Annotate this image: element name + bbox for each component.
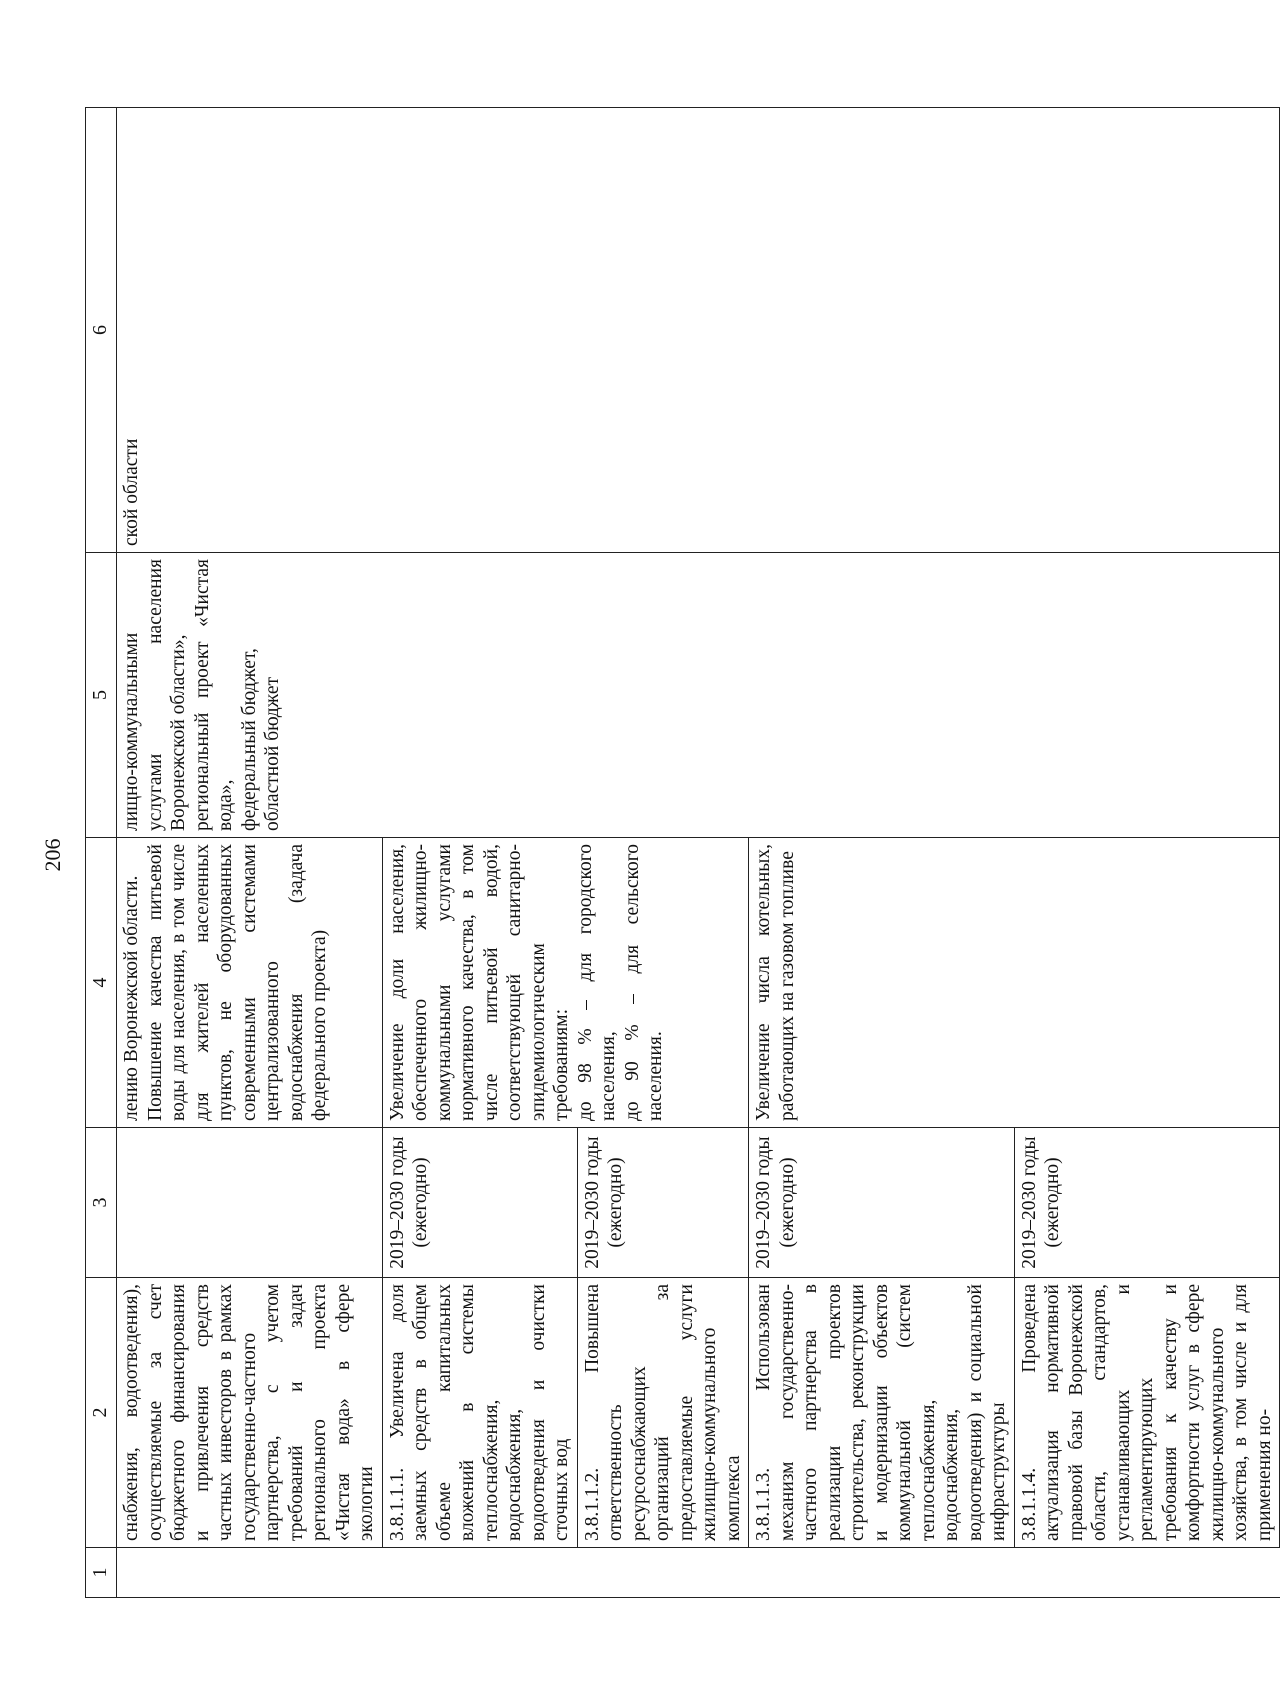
table-cell-col3: 2019–2030 годы (ежегодно) xyxy=(749,1128,1015,1278)
header-col-5: 5 xyxy=(86,553,117,838)
paragraph: Повышение качества питьевой воды для населения, в том числе для жителей населенных пунктов, не оборудованных современными системами централизованного водоснабжения (задача федерального проекта) xyxy=(144,844,330,1121)
paragraph: лищно-коммунальными услугами населения Воронежской области», xyxy=(121,559,189,831)
header-col-4: 4 xyxy=(86,838,117,1128)
table-cell-col4 xyxy=(382,838,749,1128)
table-cell-col3 xyxy=(117,1128,383,1278)
paragraph: областной бюджет xyxy=(262,676,283,831)
table-cell-col2: 3.8.1.1.4. Проведена актуализация нормативной правовой базы Воронежской области, стандартов, устанавливающих и регламентирующих требования к качеству и комфортности услуг в сфере жилищно-коммунального хозяйства, в том числе и для применения но- xyxy=(1014,1278,1280,1548)
paragraph: федеральный бюджет, xyxy=(238,648,260,831)
header-row xyxy=(86,108,117,1598)
header-col-2: 2 xyxy=(86,1278,117,1548)
table-cell-col2: 3.8.1.1.2. Повышена ответственность ресурсоснабжающих организаций за предоставляемые услуги жилищно-коммунального комплекса xyxy=(577,1278,749,1548)
paragraph: лению Воронежской области. xyxy=(121,875,142,1121)
paragraph: до 98 % – для городского населения, xyxy=(574,844,619,1121)
table-cell-col3: 2019–2030 годы (ежегодно) xyxy=(382,1128,577,1278)
table-cell-col3: 2019–2030 годы (ежегодно) xyxy=(1014,1128,1280,1278)
header-col-3: 3 xyxy=(86,1128,117,1278)
rotated-table-page xyxy=(85,108,1275,1598)
table-cell-col2: 3.8.1.1.1. Увеличена доля заемных средств в общем объеме капитальных вложений в системы теплоснабжения, водоснабжения, водоотведения и очистки сточных вод xyxy=(382,1278,577,1548)
header-col-6: 6 xyxy=(86,108,117,553)
table-cell-col6: ской области xyxy=(117,108,1280,553)
header-col-1: 1 xyxy=(86,1548,117,1598)
paragraph: до 90 % – для сельского населения. xyxy=(621,844,666,1121)
table-cell-col3: 2019–2030 годы (ежегодно) xyxy=(577,1128,749,1278)
paragraph: Увеличение доли населения, обеспеченного жилищно-коммунальными услугами нормативного качества, в том числе питьевой водой, соответствующей санитарно-эпидемиологическим требованиям: xyxy=(386,844,572,1121)
page-number: 206 xyxy=(40,838,65,872)
paragraph: региональный проект «Чистая вода», xyxy=(191,559,236,831)
plan-table xyxy=(85,107,1280,1598)
table-cell-col2: снабжения, водоотведения), осуществляемые за счет бюджетного финансирования и привлечения средств частных инвесторов в рамках государственно-частного партнерства, с учетом требований и задач регионального проекта «Чистая вода» в сфере экологии xyxy=(117,1278,383,1548)
table-cell-col5 xyxy=(117,553,1280,838)
table-cell-col1 xyxy=(117,1548,1280,1598)
table-cell-col4 xyxy=(117,838,383,1128)
table-cell-col4: Увеличение числа котельных, работающих на газовом топливе xyxy=(749,838,1280,1128)
table-row xyxy=(117,108,383,1598)
table-cell-col2: 3.8.1.1.3. Использован механизм государственно-частного партнерства в реализации проектов строительства, реконструкции и модернизации объектов коммунальной (систем теплоснабжения, водоснабжения, водоотведения) и социальной инфраструктуры xyxy=(749,1278,1015,1548)
